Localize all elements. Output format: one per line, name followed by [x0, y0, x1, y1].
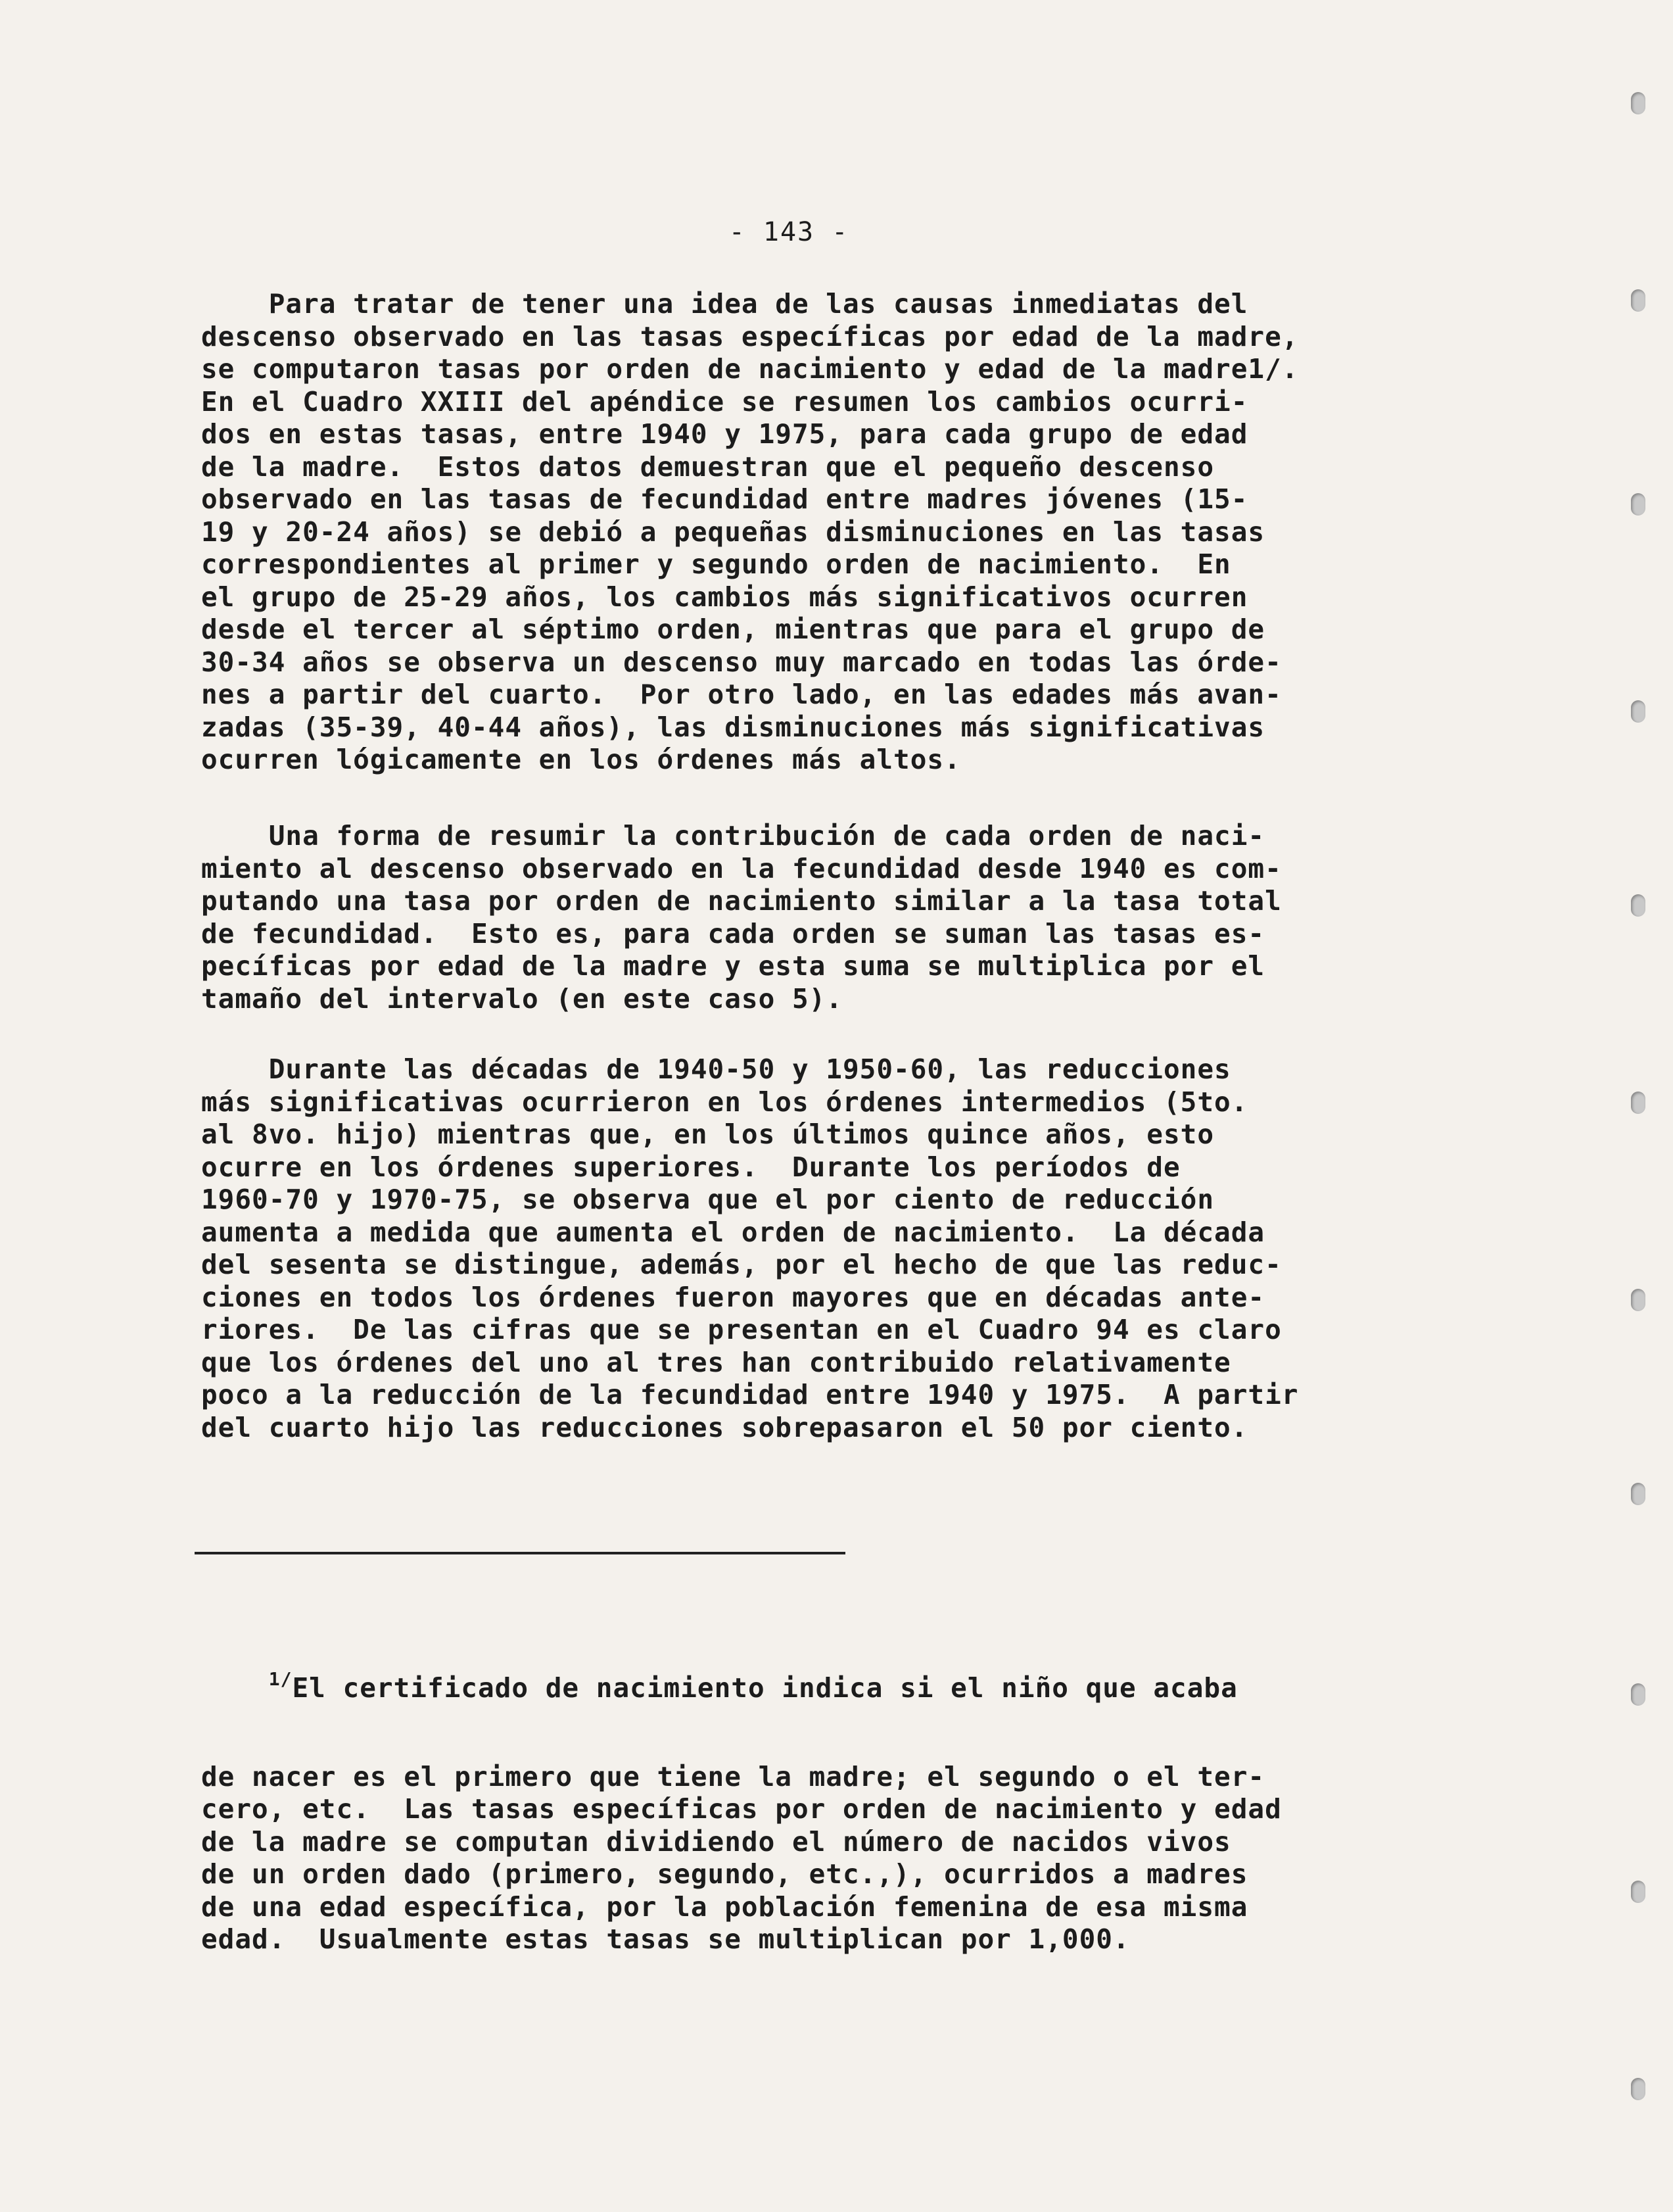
text-line: observado en las tasas de fecundidad entre madres jóvenes (15-: [201, 483, 1248, 515]
text-line: el grupo de 25-29 años, los cambios más significativos ocurren: [201, 581, 1248, 613]
text-line: correspondientes al primer y segundo orden de nacimiento. En: [201, 548, 1231, 580]
binder-hole: [1631, 1483, 1645, 1505]
binder-hole: [1631, 1289, 1645, 1311]
text-line: 30-34 años se observa un descenso muy marcado en todas las órde-: [201, 646, 1282, 678]
footnote-line: de la madre se computan dividiendo el número de nacidos vivos: [201, 1825, 1231, 1858]
text-line: ocurre en los órdenes superiores. Durante los períodos de: [201, 1151, 1181, 1183]
text-line: desde el tercer al séptimo orden, mientras que para el grupo de: [201, 613, 1265, 645]
text-line: ocurren lógicamente en los órdenes más altos.: [201, 744, 961, 775]
text-line: al 8vo. hijo) mientras que, en los últimos quince años, esto: [201, 1118, 1215, 1150]
text-line: de fecundidad. Esto es, para cada orden se suman las tasas es-: [201, 917, 1265, 950]
text-line: de la madre. Estos datos demuestran que el pequeño descenso: [201, 450, 1215, 483]
text-line: aumenta a medida que aumenta el orden de nacimiento. La década: [201, 1216, 1265, 1248]
footnote-body: [201, 1761, 1282, 1956]
text-line: Una forma de resumir la contribución de cada orden de naci-: [201, 820, 1265, 852]
binder-hole: [1631, 2078, 1645, 2100]
text-line: Para tratar de tener una idea de las causas inmediatas del: [201, 288, 1248, 320]
text-line: del cuarto hijo las reducciones sobrepasaron el 50 por ciento.: [201, 1411, 1248, 1443]
footnote-separator: [195, 1552, 845, 1554]
text-line: 19 y 20-24 años) se debió a pequeñas disminuciones en las tasas: [201, 516, 1265, 548]
text-line: dos en estas tasas, entre 1940 y 1975, para cada grupo de edad: [201, 418, 1248, 450]
text-line: poco a la reducción de la fecundidad entre 1940 y 1975. A partir: [201, 1379, 1299, 1410]
footnote-line: de una edad específica, por la población femenina de esa misma: [201, 1890, 1248, 1923]
text-line: zadas (35-39, 40-44 años), las disminuciones más significativas: [201, 711, 1265, 743]
page-number: - 143 -: [728, 217, 849, 247]
footnote-marker: 1/: [268, 1668, 293, 1690]
binder-hole: [1631, 894, 1645, 917]
footnote-first-line: $^{1/}$El certificado de nacimiento indica si el niño que acaba: [268, 1668, 1238, 1704]
paragraph-decade-reductions: [201, 1053, 1298, 1444]
text-line: del sesenta se distingue, además, por el hecho de que las reduc-: [201, 1249, 1282, 1280]
text-line: nes a partir del cuarto. Por otro lado, en las edades más avan-: [201, 679, 1282, 710]
text-line: más significativas ocurrieron en los órdenes intermedios (5to.: [201, 1086, 1248, 1118]
text-line: En el Cuadro XXIII del apéndice se resumen los cambios ocurri-: [201, 385, 1248, 418]
footnote-line: de nacer es el primero que tiene la madre; el segundo o el ter-: [201, 1760, 1265, 1792]
text-line: que los órdenes del uno al tres han contribuido relativamente: [201, 1346, 1231, 1378]
text-line: riores. De las cifras que se presentan en el Cuadro 94 es claro: [201, 1314, 1282, 1345]
text-line: miento al descenso observado en la fecundidad desde 1940 es com-: [201, 852, 1282, 884]
paragraph-immediate-causes: [201, 288, 1298, 777]
binder-hole: [1631, 289, 1645, 312]
text-line: descenso observado en las tasas específicas por edad de la madre,: [201, 320, 1299, 352]
text-line: Durante las décadas de 1940-50 y 1950-60, las reducciones: [201, 1053, 1231, 1085]
binder-hole: [1631, 1092, 1645, 1114]
binder-hole: [1631, 1881, 1645, 1903]
text-line: 1960-70 y 1970-75, se observa que el por ciento de reducción: [201, 1184, 1215, 1215]
text-line: se computaron tasas por orden de nacimiento y edad de la madre1/.: [201, 353, 1299, 385]
text-line: pecíficas por edad de la madre y esta suma se multiplica por el: [201, 950, 1265, 982]
footnote: [201, 1598, 1282, 1988]
binder-hole: [1631, 700, 1645, 723]
binder-hole: [1631, 493, 1645, 516]
text-line: ciones en todos los órdenes fueron mayores que en décadas ante-: [201, 1281, 1265, 1313]
binder-hole: [1631, 92, 1645, 114]
paragraph-birth-order-rate: [201, 820, 1282, 1015]
binder-hole: [1631, 1683, 1645, 1706]
text-line: tamaño del intervalo (en este caso 5).: [201, 982, 843, 1015]
footnote-line: de un orden dado (primero, segundo, etc.,), ocurridos a madres: [201, 1858, 1248, 1890]
text-line: putando una tasa por orden de nacimiento similar a la tasa total: [201, 885, 1282, 917]
footnote-line: cero, etc. Las tasas específicas por orden de nacimiento y edad: [201, 1793, 1282, 1825]
footnote-line: edad. Usualmente estas tasas se multiplican por 1,000.: [201, 1923, 1130, 1955]
